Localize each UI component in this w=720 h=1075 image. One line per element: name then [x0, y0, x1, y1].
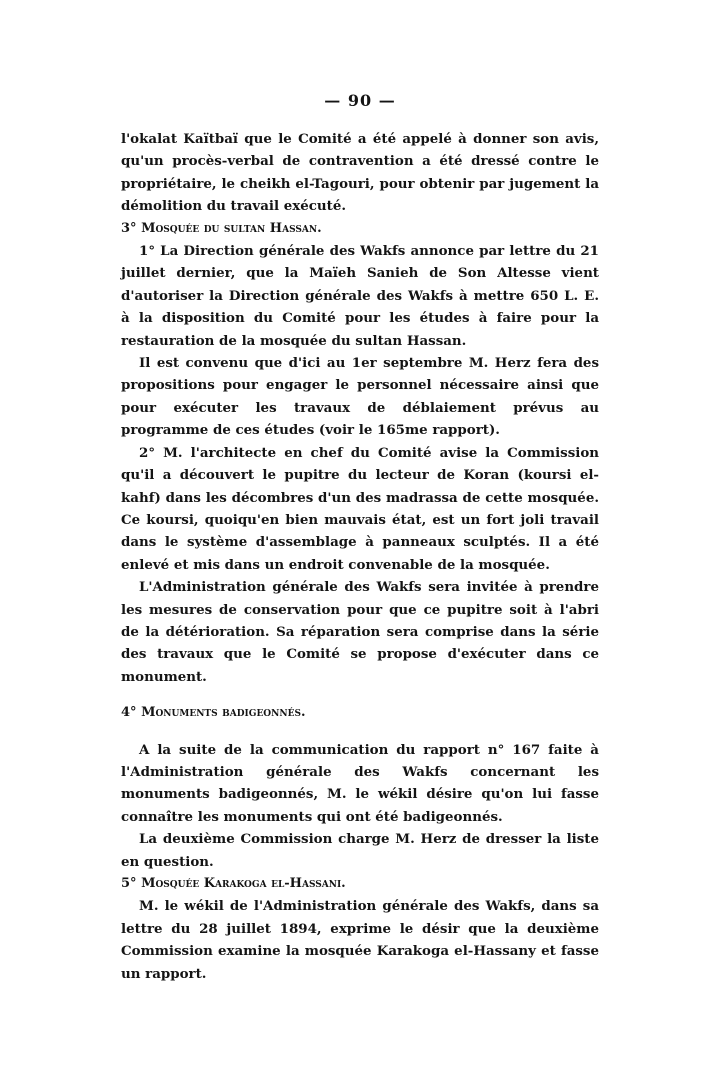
- section-3-paragraph-2: Il est convenu que d'ici au 1er septembre M. Herz fera des propositions pour engager le personnel nécessaire ainsi que pour exécuter les travaux de déblaiement prévus au programme de ces études (voir le 165me rapport).: [121, 355, 599, 439]
- page-number: — 90 —: [324, 91, 396, 110]
- section-3-heading: 3° Mosquée du sultan Hassan.: [121, 220, 322, 236]
- section-5-paragraph-1: M. le wékil de l'Administration générale des Wakfs, dans sa lettre du 28 juillet 1894, exprime le désir que la deuxième Commission examine la mosquée Karakoga el-Hassany et fasse un rapport.: [121, 898, 599, 982]
- section-4-heading: 4° Monuments badigeonnés.: [121, 705, 306, 721]
- intro-paragraph: l'okalat Kaïtbaï que le Comité a été appelé à donner son avis, qu'un procès-verbal de contravention a été dressé contre le propriétaire, le cheikh el-Tagouri, pour obtenir par jugement la démolition du travail exécuté.: [121, 131, 599, 215]
- body-text: [121, 128, 599, 985]
- section-3-paragraph-1: 1° La Direction générale des Wakfs annonce par lettre du 21 juillet dernier, que la Maïeh Sanieh de Son Altesse vient d'autoriser la Direction générale des Wakfs à mettre 650 L. E. à la disposition du Comité pour les études à faire pour la restauration de la mosquée du sultan Hassan.: [121, 243, 599, 349]
- section-3-paragraph-3: 2° M. l'architecte en chef du Comité avise la Commission qu'il a découvert le pupitre du lecteur de Koran (koursi el-kahf) dans les décombres d'un des madrassa de cette mosquée. Ce koursi, quoiqu'en bien mauvais état, est un fort joli travail dans le système d'assemblage à panneaux sculptés. Il a été enlevé et mis dans un endroit convenable de la mosquée.: [121, 444, 599, 573]
- section-3-paragraph-4: L'Administration générale des Wakfs sera invitée à prendre les mesures de conservation pour que ce pupitre soit à l'abri de la détérioration. Sa réparation sera comprise dans la série des travaux que le Comité se propose d'exécuter dans ce monument.: [121, 579, 599, 685]
- section-4-paragraph-1: A la suite de la communication du rapport n° 167 faite à l'Administration générale des Wakfs concernant les monuments badigeonnés, M. le wékil désire qu'on lui fasse connaître les monuments qui ont été badigeonnés.: [121, 741, 599, 825]
- section-4-paragraph-2: La deuxième Commission charge M. Herz de dresser la liste en question.: [121, 831, 599, 870]
- section-5-heading: 5° Mosquée Karakoga el-Hassani.: [121, 876, 346, 891]
